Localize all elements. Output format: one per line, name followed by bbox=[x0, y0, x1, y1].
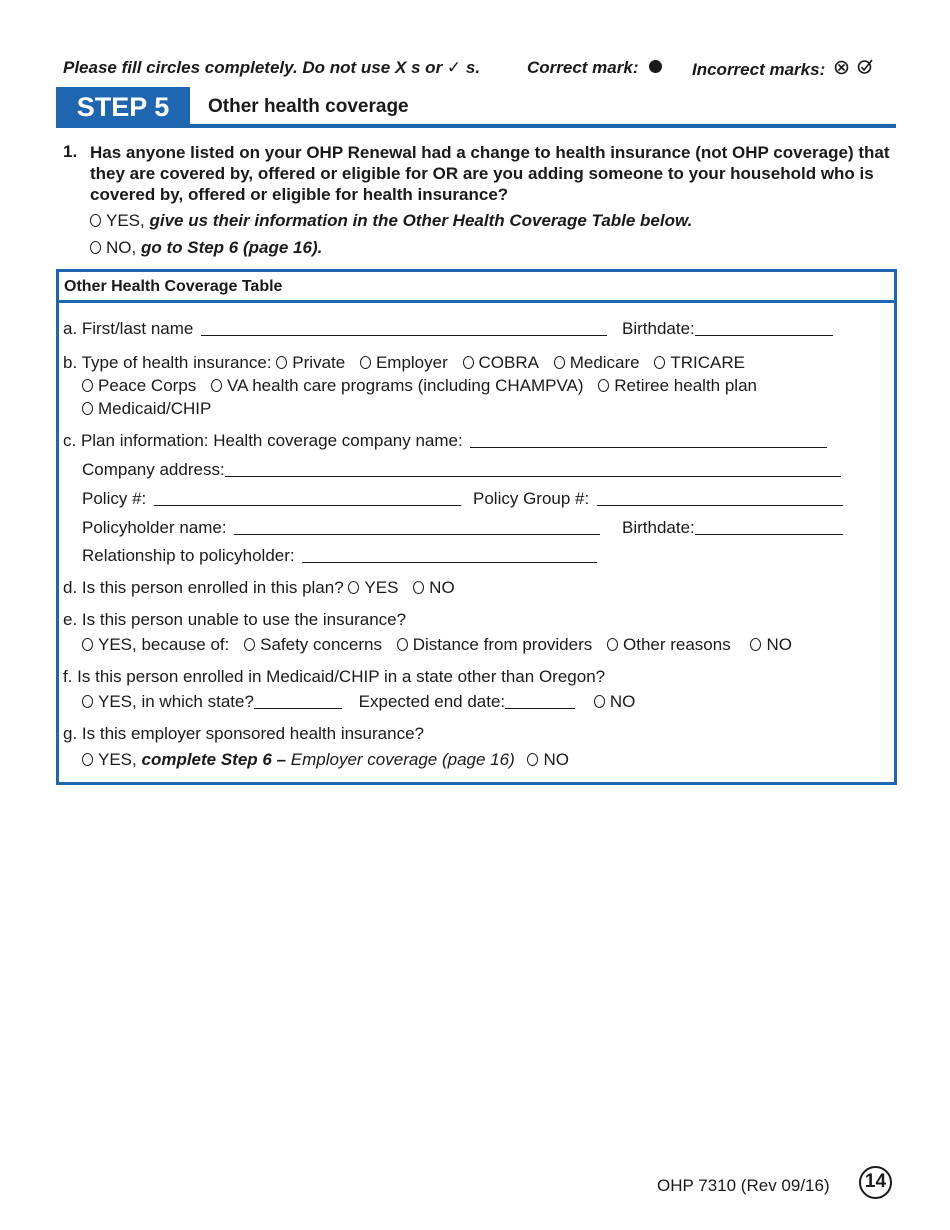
medicaid-radio[interactable] bbox=[82, 402, 93, 415]
company-name-input[interactable] bbox=[470, 432, 827, 448]
insurance-option-medicare[interactable] bbox=[554, 353, 640, 372]
medicare-label: Medicare bbox=[569, 353, 640, 372]
q1-yes-option[interactable] bbox=[90, 211, 692, 231]
a-birthdate-label: Birthdate: bbox=[622, 319, 695, 338]
step-header bbox=[56, 87, 896, 129]
insurance-option-employer[interactable] bbox=[360, 353, 448, 372]
end-date-label: Expected end date: bbox=[358, 692, 506, 711]
enrolled-yes[interactable] bbox=[348, 578, 398, 597]
employer-label: Employer bbox=[375, 353, 448, 372]
medicaid-state-label: f. Is this person enrolled in Medicaid/CHIP in a state other than Oregon? bbox=[63, 667, 606, 686]
va-radio[interactable] bbox=[211, 379, 222, 392]
peace-corps-radio[interactable] bbox=[82, 379, 93, 392]
step-badge bbox=[56, 87, 190, 125]
reason-safety[interactable] bbox=[244, 635, 382, 654]
step-label: STEP 5 bbox=[76, 92, 170, 122]
coverage-table-header-rule bbox=[56, 300, 897, 303]
fill-instructions-text: Please fill circles completely. Do not use X s or ✓ s. bbox=[63, 58, 481, 77]
safety-label: Safety concerns bbox=[260, 635, 383, 654]
private-radio[interactable] bbox=[276, 356, 287, 369]
sponsored-yes-radio[interactable] bbox=[82, 753, 93, 766]
other-label: Other reasons bbox=[623, 635, 731, 654]
safety-radio[interactable] bbox=[244, 638, 255, 651]
state-yes-label: YES, in which state? bbox=[98, 692, 254, 711]
sponsored-instruction-bold: complete Step 6 – bbox=[141, 750, 287, 769]
policyholder-name-input[interactable] bbox=[234, 519, 600, 535]
row-c-policy bbox=[82, 489, 461, 509]
insurance-type-label: b. Type of health insurance: bbox=[63, 353, 272, 372]
retiree-label: Retiree health plan bbox=[614, 376, 757, 395]
insurance-option-va[interactable] bbox=[211, 376, 584, 395]
row-c-policyholder bbox=[82, 518, 600, 538]
va-label: VA health care programs (including CHAMPVA) bbox=[227, 376, 584, 395]
state-no-label: NO bbox=[609, 692, 636, 711]
check-circle-icon bbox=[857, 58, 874, 75]
row-c bbox=[63, 431, 827, 451]
row-a-birthdate bbox=[622, 319, 833, 339]
row-g bbox=[63, 724, 424, 744]
q1-no-label: NO, bbox=[106, 238, 137, 257]
enrolled-label: d. Is this person enrolled in this plan? bbox=[63, 578, 344, 597]
row-d bbox=[63, 578, 465, 598]
incorrect-marks-label: Incorrect marks: bbox=[692, 60, 826, 79]
enrolled-no-label: NO bbox=[429, 578, 455, 597]
first-last-name-label: a. First/last name bbox=[63, 319, 194, 338]
medicaid-label: Medicaid/CHIP bbox=[98, 399, 212, 418]
company-name-label: c. Plan information: Health coverage company name: bbox=[63, 431, 463, 450]
distance-radio[interactable] bbox=[397, 638, 408, 651]
enrolled-no[interactable] bbox=[413, 578, 455, 597]
distance-label: Distance from providers bbox=[412, 635, 593, 654]
tricare-label: TRICARE bbox=[670, 353, 745, 372]
cobra-radio[interactable] bbox=[463, 356, 474, 369]
policy-num-input[interactable] bbox=[154, 490, 461, 506]
x-circle-icon bbox=[834, 60, 849, 75]
c-birthdate-label: Birthdate: bbox=[622, 518, 695, 537]
retiree-radio[interactable] bbox=[598, 379, 609, 392]
insurance-option-private[interactable] bbox=[276, 353, 345, 372]
enrolled-yes-radio[interactable] bbox=[348, 581, 359, 594]
relationship-input[interactable] bbox=[302, 547, 597, 563]
reason-distance[interactable] bbox=[397, 635, 593, 654]
incorrect-marks-legend bbox=[692, 58, 874, 80]
filled-circle-icon bbox=[649, 60, 662, 73]
end-date-group bbox=[359, 692, 576, 711]
page-number-badge bbox=[859, 1166, 892, 1199]
policy-group-input[interactable] bbox=[597, 490, 843, 506]
sponsored-instruction-italic: Employer coverage (page 16) bbox=[290, 750, 515, 769]
page-number: 14 bbox=[864, 1171, 887, 1192]
fill-instructions bbox=[63, 58, 480, 78]
enrolled-yes-label: YES bbox=[364, 578, 399, 597]
end-date-input[interactable] bbox=[505, 693, 575, 709]
row-c-relationship bbox=[82, 546, 597, 566]
c-birthdate-input[interactable] bbox=[695, 519, 843, 535]
q1-yes-label: YES, bbox=[106, 211, 145, 230]
q1-yes-radio[interactable] bbox=[90, 214, 101, 227]
row-b bbox=[63, 353, 755, 373]
q1-no-option[interactable] bbox=[90, 238, 322, 258]
row-f bbox=[63, 667, 605, 687]
unable-yes-label: YES, because of: bbox=[98, 635, 230, 654]
step-underline bbox=[56, 124, 896, 128]
correct-mark-label: Correct mark: bbox=[527, 58, 639, 77]
q1-no-instruction: go to Step 6 (page 16). bbox=[140, 238, 323, 257]
employer-sponsored-label: g. Is this employer sponsored health insurance? bbox=[63, 724, 424, 743]
row-b-line3 bbox=[82, 399, 221, 419]
state-no-radio[interactable] bbox=[594, 695, 605, 708]
insurance-option-cobra[interactable] bbox=[463, 353, 539, 372]
row-c-policy-group bbox=[473, 489, 843, 509]
row-e-options bbox=[82, 635, 802, 655]
insurance-option-retiree[interactable] bbox=[598, 376, 757, 395]
employer-radio[interactable] bbox=[360, 356, 371, 369]
step-title: Other health coverage bbox=[208, 96, 409, 117]
sponsored-yes-label: YES, bbox=[98, 750, 137, 769]
other-radio[interactable] bbox=[607, 638, 618, 651]
row-f-options bbox=[82, 692, 635, 712]
unable-yes-radio[interactable] bbox=[82, 638, 93, 651]
tricare-radio[interactable] bbox=[654, 356, 665, 369]
row-b-line2 bbox=[82, 376, 767, 396]
sponsored-yes[interactable] bbox=[82, 750, 515, 769]
coverage-table-title: Other Health Coverage Table bbox=[64, 278, 283, 295]
a-birthdate-input[interactable] bbox=[695, 320, 833, 336]
first-last-name-input[interactable] bbox=[201, 320, 607, 336]
q1-no-radio[interactable] bbox=[90, 241, 101, 254]
private-label: Private bbox=[292, 353, 346, 372]
sponsored-no-label: NO bbox=[543, 750, 569, 769]
sponsored-no-radio[interactable] bbox=[527, 753, 538, 766]
unable-yes[interactable] bbox=[82, 635, 229, 654]
unable-label: e. Is this person unable to use the insurance? bbox=[63, 610, 407, 629]
cobra-label: COBRA bbox=[478, 353, 539, 372]
policy-num-label: Policy #: bbox=[82, 489, 147, 508]
state-yes[interactable] bbox=[82, 692, 342, 711]
policyholder-name-label: Policyholder name: bbox=[82, 518, 227, 537]
peace-corps-label: Peace Corps bbox=[98, 376, 197, 395]
question-1-number: 1. bbox=[63, 142, 78, 161]
unable-no[interactable] bbox=[750, 635, 792, 654]
unable-no-label: NO bbox=[766, 635, 792, 654]
company-address-input[interactable] bbox=[225, 461, 841, 477]
form-id: OHP 7310 (Rev 09/16) bbox=[657, 1176, 830, 1195]
sponsored-no[interactable] bbox=[527, 750, 569, 769]
correct-mark-legend bbox=[527, 58, 662, 78]
insurance-option-peace-corps[interactable] bbox=[82, 376, 196, 395]
state-input[interactable] bbox=[254, 693, 342, 709]
q1-yes-instruction: give us their information in the Other Health Coverage Table below. bbox=[149, 211, 693, 230]
medicare-radio[interactable] bbox=[554, 356, 565, 369]
company-address-label: Company address: bbox=[82, 460, 225, 479]
question-1-text: Has anyone listed on your OHP Renewal had a change to health insurance (not OHP coverage) that they are covered by, offered or eligible for OR are you adding someone to your household who is covered by, offered or eligible for health insurance? bbox=[90, 143, 890, 204]
enrolled-no-radio[interactable] bbox=[413, 581, 424, 594]
state-yes-radio[interactable] bbox=[82, 695, 93, 708]
row-c-birthdate bbox=[622, 518, 843, 538]
insurance-option-tricare[interactable] bbox=[654, 353, 745, 372]
reason-other[interactable] bbox=[607, 635, 731, 654]
row-g-options bbox=[82, 750, 569, 770]
unable-no-radio[interactable] bbox=[750, 638, 761, 651]
row-e bbox=[63, 610, 406, 630]
policy-group-label: Policy Group #: bbox=[473, 489, 590, 508]
insurance-option-medicaid[interactable] bbox=[82, 399, 211, 418]
relationship-label: Relationship to policyholder: bbox=[82, 546, 295, 565]
row-c-address bbox=[82, 460, 841, 480]
state-no[interactable] bbox=[594, 692, 636, 711]
row-a bbox=[63, 319, 607, 339]
